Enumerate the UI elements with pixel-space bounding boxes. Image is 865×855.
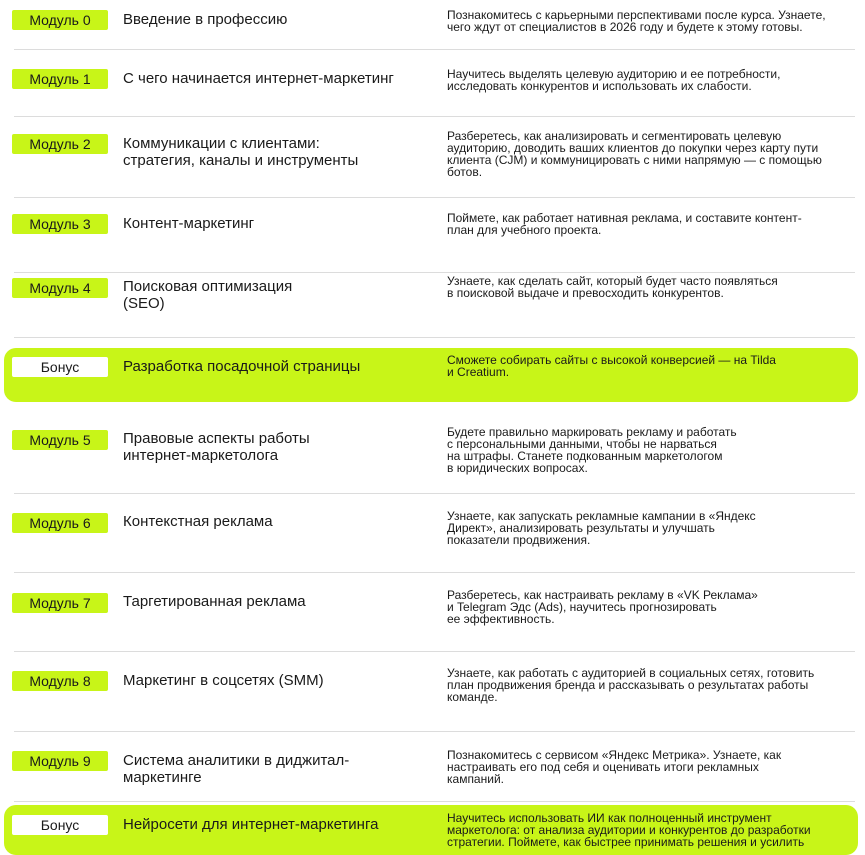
module-badge: Модуль 1 bbox=[12, 69, 108, 89]
module-description bbox=[447, 667, 842, 703]
module-description-line: маркетолога: от анализа аудитории и конкурентов до разработки bbox=[447, 823, 811, 837]
bonus-row bbox=[4, 805, 858, 855]
module-row bbox=[4, 732, 858, 802]
module-row bbox=[4, 573, 858, 652]
module-description-line: план продвижения бренда и рассказывать о результатах работы bbox=[447, 678, 809, 692]
module-title bbox=[123, 513, 373, 530]
module-description bbox=[447, 9, 842, 33]
module-description bbox=[447, 589, 842, 625]
module-description-line: Научитесь использовать ИИ как полноценный инструмент bbox=[447, 811, 772, 825]
module-title-line: Разработка посадочной страницы bbox=[123, 358, 361, 375]
module-description bbox=[447, 510, 842, 546]
module-badge: Модуль 7 bbox=[12, 593, 108, 613]
module-description-line: в поисковой выдаче и превосходить конкурентов. bbox=[447, 286, 724, 300]
module-description-line: исследовать конкурентов и использовать их слабости. bbox=[447, 79, 752, 93]
module-title bbox=[123, 70, 394, 87]
module-description-line: Познакомитесь с сервисом «Яндекс Метрика». Узнаете, как bbox=[447, 748, 782, 762]
module-title-line: Таргетированная реклама bbox=[123, 593, 306, 610]
module-description-line: клиента (CJM) и коммуницировать с ними напрямую — с помощью bbox=[447, 153, 822, 167]
module-description bbox=[447, 130, 842, 178]
module-title-line: С чего начинается интернет-маркетинг bbox=[123, 70, 394, 87]
module-description-line: кампаний. bbox=[447, 772, 504, 786]
module-title-line: Поисковая оптимизация bbox=[123, 278, 293, 295]
module-description-line: на штрафы. Станете подкованным маркетологом bbox=[447, 449, 723, 463]
module-badge: Модуль 8 bbox=[12, 671, 108, 691]
module-description-line: чего ждут от специалистов в 2026 году и будете к этому готовы. bbox=[447, 20, 803, 34]
module-title-line: Правовые аспекты работы bbox=[123, 430, 310, 447]
module-description-line: и Creatium. bbox=[447, 365, 510, 379]
module-description-line: Научитесь выделять целевую аудиторию и ее потребности, bbox=[447, 67, 781, 81]
module-description bbox=[447, 354, 842, 378]
module-badge: Модуль 3 bbox=[12, 214, 108, 234]
module-title bbox=[123, 278, 373, 312]
module-row bbox=[4, 50, 858, 117]
module-description-line: команде. bbox=[447, 690, 498, 704]
module-title bbox=[123, 11, 373, 28]
module-row bbox=[4, 0, 858, 50]
module-row bbox=[4, 402, 858, 494]
module-title bbox=[123, 358, 373, 375]
module-title-line: Введение в профессию bbox=[123, 11, 288, 28]
module-title bbox=[123, 430, 373, 464]
bonus-row bbox=[4, 348, 858, 402]
module-title bbox=[123, 672, 373, 689]
module-description-line: и Telegram Эдс (Ads), научитесь прогнозировать bbox=[447, 600, 717, 614]
module-description-line: Директ», анализировать результаты и улучшать bbox=[447, 521, 715, 535]
module-title bbox=[123, 135, 373, 169]
module-badge: Модуль 5 bbox=[12, 430, 108, 450]
module-description-line: план для учебного проекта. bbox=[447, 223, 602, 237]
module-badge: Модуль 0 bbox=[12, 10, 108, 30]
module-title-line: Коммуникации с клиентами: bbox=[123, 135, 320, 152]
module-title bbox=[123, 593, 373, 610]
bonus-badge: Бонус bbox=[12, 357, 108, 377]
module-description-line: в юридических вопросах. bbox=[447, 461, 588, 475]
module-title-line: (SEO) bbox=[123, 295, 165, 312]
module-badge: Модуль 6 bbox=[12, 513, 108, 533]
module-description-line: с персональными данными, чтобы не нарваться bbox=[447, 437, 717, 451]
module-description-line: Познакомитесь с карьерными перспективами после курса. Узнаете, bbox=[447, 8, 826, 22]
module-description-line: Узнаете, как работать с аудиторией в социальных сетях, готовить bbox=[447, 666, 815, 680]
module-title-line: Контент-маркетинг bbox=[123, 215, 255, 232]
module-title-line: Система аналитики в диджитал- bbox=[123, 752, 350, 769]
module-title-line: стратегия, каналы и инструменты bbox=[123, 152, 359, 169]
module-row bbox=[4, 652, 858, 732]
module-description-line: ее эффективность. bbox=[447, 612, 555, 626]
module-badge: Модуль 2 bbox=[12, 134, 108, 154]
module-description-line: Узнаете, как запускать рекламные кампании в «Яндекс bbox=[447, 509, 756, 523]
module-title bbox=[123, 816, 379, 833]
module-description bbox=[447, 275, 842, 299]
module-row bbox=[4, 198, 858, 273]
module-description bbox=[447, 212, 842, 236]
module-description-line: настраивать его под себя и оценивать итоги рекламных bbox=[447, 760, 759, 774]
module-title-line: Контекстная реклама bbox=[123, 513, 273, 530]
module-description bbox=[447, 426, 842, 474]
module-description-line: показатели продвижения. bbox=[447, 533, 591, 547]
module-badge: Модуль 9 bbox=[12, 751, 108, 771]
module-row bbox=[4, 273, 858, 338]
module-description-line: Сможете собирать сайты с высокой конверсией — на Tilda bbox=[447, 353, 776, 367]
module-description-line: Разберетесь, как анализировать и сегментировать целевую bbox=[447, 129, 782, 143]
module-description bbox=[447, 68, 842, 92]
module-description-line: Будете правильно маркировать рекламу и работать bbox=[447, 425, 737, 439]
module-title bbox=[123, 752, 373, 786]
module-description-line: стратегии. Поймете, как быстрее принимать решения и усилить bbox=[447, 835, 805, 849]
bonus-badge: Бонус bbox=[12, 815, 108, 835]
module-description-line: ботов. bbox=[447, 165, 483, 179]
module-description-line: аудиторию, доводить ваших клиентов до покупки через карту пути bbox=[447, 141, 819, 155]
module-title-line: Нейросети для интернет-маркетинга bbox=[123, 816, 379, 833]
module-row bbox=[4, 494, 858, 573]
module-title bbox=[123, 215, 373, 232]
module-title-line: Маркетинг в соцсетях (SMM) bbox=[123, 672, 324, 689]
module-title-line: интернет-маркетолога bbox=[123, 447, 279, 464]
module-description-line: Разберетесь, как настраивать рекламу в «VK Реклама» bbox=[447, 588, 758, 602]
module-title-line: маркетинге bbox=[123, 769, 202, 786]
module-description bbox=[447, 812, 842, 848]
module-description-line: Поймете, как работает нативная реклама, и составите контент- bbox=[447, 211, 802, 225]
module-description-line: Узнаете, как сделать сайт, который будет часто появляться bbox=[447, 274, 778, 288]
module-badge: Модуль 4 bbox=[12, 278, 108, 298]
module-row bbox=[4, 117, 858, 198]
module-description bbox=[447, 749, 842, 785]
